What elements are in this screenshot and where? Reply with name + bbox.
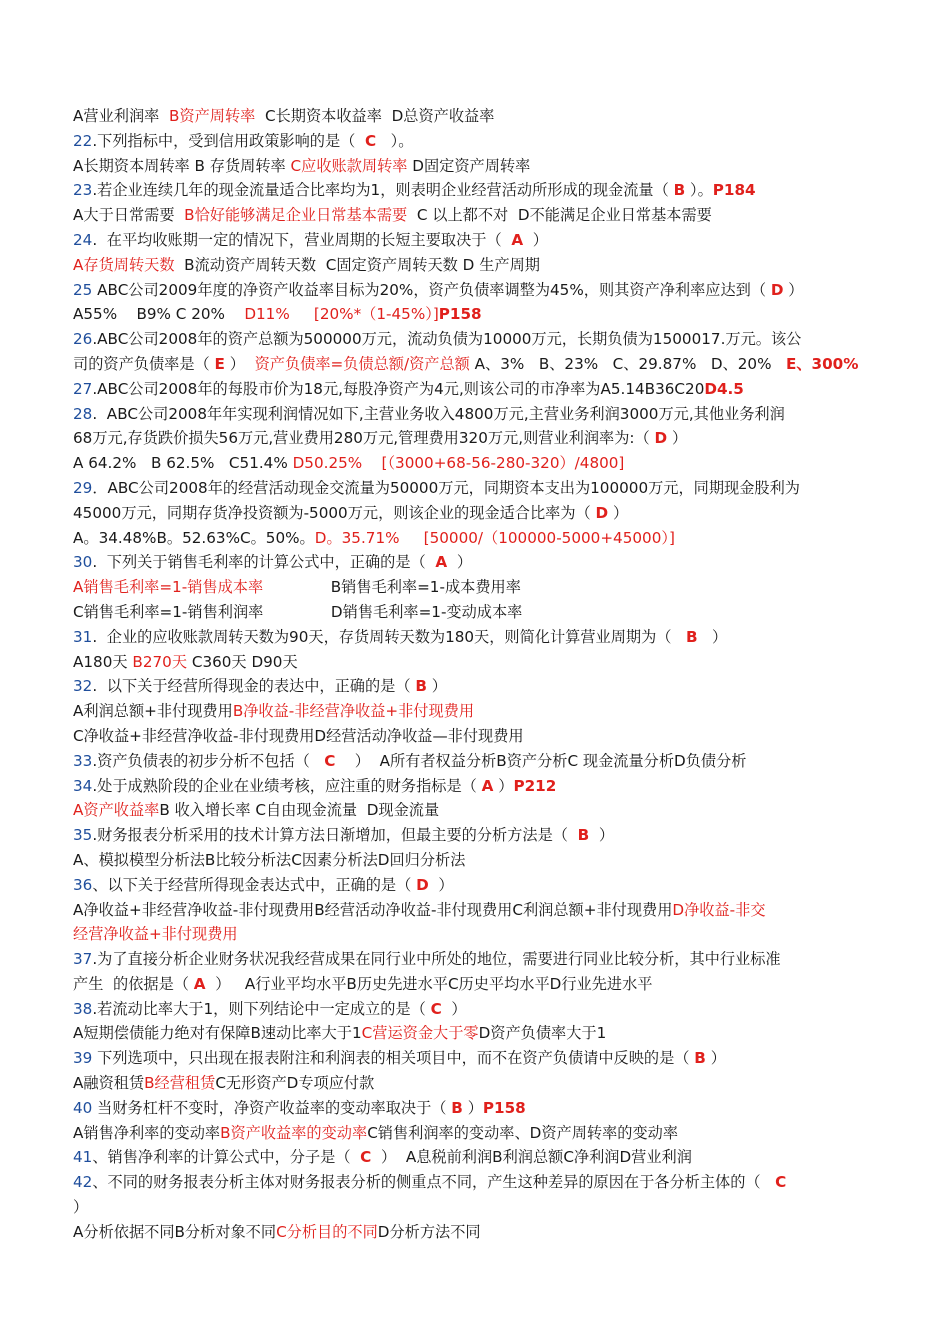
body-text: 68万元,存货跌价损失56万元,营业费用280万元,管理费用320万元,则营业利润率为:（ [73,429,655,448]
answer-text: B [451,1098,463,1117]
document-body [73,104,863,1245]
body-text: .下列指标中，受到信用政策影响的是（ [92,131,365,150]
answer-text: E [214,354,225,373]
body-text: A利润总额+非付现费用 [73,702,233,721]
text-line [73,600,863,625]
text-line [73,377,863,402]
text-line [73,1121,863,1146]
body-text: B流动资产周转天数 C固定资产周转天数 D 生产周期 [174,255,540,274]
answer-text: A [481,776,494,795]
body-text: A180天 [73,652,133,671]
text-line [73,1145,863,1170]
text-line [73,1170,863,1195]
body-text: 下列选项中，只出现在报表附注和利润表的相关项目中，而不在资产负债请中反映的是（ [92,1049,695,1068]
body-text: C无形资产D专项应付款 [215,1074,375,1093]
text-line [73,178,863,203]
body-text: A分析依据不同B分析对象不同 [73,1222,277,1241]
question-number: 29 [73,478,93,497]
text-line [73,972,863,997]
body-text: C净收益+非经营净收益-非付现费用D经营活动净收益—非付现费用 [73,726,524,745]
question-number: 41 [73,1148,93,1167]
text-line [73,526,863,551]
text-line [73,426,863,451]
body-text: ） [783,280,804,299]
answer-text: P212 [513,776,557,795]
text-line [73,997,863,1022]
answer-text: C [365,131,377,150]
body-text: C 以上都不对 D不能满足企业日常基本需要 [407,206,712,225]
answer-text: B [577,826,590,845]
question-number: 34 [73,776,93,795]
text-line [73,476,863,501]
answer-text: B [685,627,698,646]
body-text: A、模拟模型分析法B比较分析法C因素分析法D回归分析法 [73,850,466,869]
answer-text: B资产收益率的变动率 [220,1123,368,1142]
question-number: 37 [73,950,93,969]
text-line [73,402,863,427]
body-text: C360天 D90天 [187,652,298,671]
answer-text: E、300% [785,354,859,373]
body-text: A、3% B、23% C、29.87% D、20% [469,354,786,373]
body-text: 、不同的财务报表分析主体对财务报表分析的侧重点不同，产生这种差异的原因在于各分析主体的（ [92,1173,776,1192]
text-line [73,848,863,873]
body-text: ．ABC公司2008年的经营活动现金交流量为50000万元，同期资本支出为100000万元，同期现金股利为 [92,478,800,497]
answer-text: D [654,429,668,448]
text-line [73,104,863,129]
question-number: 23 [73,181,93,200]
body-text: ） [441,999,467,1018]
body-text: ） [73,1198,89,1217]
text-line [73,873,863,898]
text-line [73,278,863,303]
text-line [73,724,863,749]
answer-text: A资产收益率 [73,801,160,820]
answer-text: A销售毛利率=1-销售成本率 [73,578,264,597]
body-text: 产生 的依据是（ [73,974,194,993]
answer-text: A [193,974,206,993]
body-text: B销售毛利率=1-成本费用率 [263,578,521,597]
question-number: 27 [73,379,93,398]
body-text: ） [462,1098,483,1117]
question-number: 35 [73,826,93,845]
answer-text: D [770,280,784,299]
body-text: B 收入增长率 C自由现金流量 D现金流量 [159,801,440,820]
body-text: .ABC公司2008年的资产总额为500000万元，流动负债为10000万元，长期负债为1500017.万元。该公 [92,330,802,349]
body-text: ABC公司2009年度的净资产收益率目标为20%，资产负债率调整为45%，则其资产净利率应达到（ [92,280,771,299]
body-text: .资产负债表的初步分析不包括（ [92,751,325,770]
text-line [73,302,863,327]
answer-text: P158 [438,305,482,324]
answer-text: 资产负债率=负债总额/资产总额 [254,354,470,373]
text-line [73,501,863,526]
body-text: C长期资本收益率 D总资产收益率 [255,107,495,125]
answer-text: D11% [20%*（1-45%）] [244,305,439,324]
text-line [73,1220,863,1245]
answer-text: D [416,875,429,894]
body-text: .财务报表分析采用的技术计算方法日渐增加，但最主要的分析方法是（ [92,826,578,845]
question-number: 36 [73,875,93,894]
body-text: 45000万元，同期存货净投资额为-5000万元，则该企业的现金适合比率为（ [73,503,596,522]
body-text: A净收益+非经营净收益-非付现费用B经营活动净收益-非付现费用C利润总额+非付现费用 [73,900,673,919]
body-text: ） A息税前利润B利润总额C净利润D营业利润 [371,1148,692,1167]
text-line [73,575,863,600]
body-text: 、销售净利率的计算公式中，分子是（ [92,1148,361,1167]
text-line [73,228,863,253]
answer-text: C应收账款周转率 [290,156,408,175]
body-text: . 下列关于销售毛利率的计算公式中，正确的是（ [92,553,436,572]
answer-text: A [435,553,448,572]
answer-text: P158 [482,1098,526,1117]
body-text: .ABC公司2008年的每股市价为18元,每股净资产为4元,则该公司的市净率为A5.14B36C20 [92,379,705,398]
body-text: ） A所有者权益分析B资产分析C 现金流量分析D负债分析 [335,751,747,770]
body-text: ） [493,776,514,795]
body-text: C销售毛利率=1-销售利润率 D销售毛利率=1-变动成本率 [73,602,523,621]
question-number: 39 [73,1049,93,1068]
body-text: .处于成熟阶段的企业在业绩考核，应注重的财务指标是（ [92,776,482,795]
question-number: 24 [73,230,93,249]
body-text: ） [428,875,454,894]
body-text: ） [697,627,728,646]
body-text: .为了直接分析企业财务状况我经营成果在同行业中所处的地位，需要进行同业比较分析，其中行业标准 [92,950,781,969]
body-text: ） [523,230,548,249]
answer-text: D。35.71% [50000/（100000-5000+45000）] [314,528,675,547]
answer-text: D [595,503,609,522]
body-text: A营业利润率 [73,107,169,125]
question-number: 32 [73,677,93,696]
body-text: . ABC公司2008年年实现利润情况如下,主营业务收入4800万元,主营业务利润3000万元,其他业务利润 [92,404,785,423]
body-text: ） [589,826,615,845]
text-line [73,203,863,228]
body-text: A长期资本周转率 B 存货周转率 [73,156,291,175]
answer-text: D净收益-非交 [672,900,766,919]
text-line [73,1195,863,1220]
text-line [73,253,863,278]
body-text: ） [426,677,447,696]
question-number: 40 [73,1098,93,1117]
body-text: A 64.2% B 62.5% C51.4% [73,454,293,473]
body-text: 当财务杠杆不变时，净资产收益率的变动率取决于（ [92,1098,452,1117]
question-number: 31 [73,627,93,646]
body-text: . 在平均收账期一定的情况下，营业周期的长短主要取决于（ [92,230,512,249]
body-text: .若流动比率大于1，则下列结论中一定成立的是（ [92,999,431,1018]
text-line [73,327,863,352]
body-text: D资产负债率大于1 [478,1024,607,1043]
answer-text: B [673,181,686,200]
question-number: 28 [73,404,93,423]
answer-text: B [415,677,427,696]
body-text: 、以下关于经营所得现金表达式中，正确的是（ [92,875,417,894]
body-text: A。34.48%B。52.63%C。50%。 [73,528,315,547]
body-text: ） A行业平均水平B历史先进水平C历史平均水平D行业先进水平 [205,974,653,993]
answer-text: A [511,230,524,249]
text-line [73,625,863,650]
question-number: 26 [73,330,93,349]
body-text: ）。 [685,181,713,200]
text-line [73,1046,863,1071]
answer-text: B经营租赁 [144,1074,216,1093]
text-line [73,674,863,699]
text-line [73,650,863,675]
text-line [73,1071,863,1096]
answer-text: B净收益-非经营净收益+非付现费用 [232,702,475,721]
answer-text: C营运资金大于零 [361,1024,479,1043]
answer-text: D50.25% [（3000+68-56-280-320）/4800] [292,454,625,473]
answer-text: C [430,999,442,1018]
text-line [73,798,863,823]
body-text: A融资租赁 [73,1074,145,1093]
answer-text: C [360,1148,372,1167]
body-text: . 以下关于经营所得现金的表达中，正确的是（ [92,677,416,696]
body-text: ） [705,1049,726,1068]
answer-text: B [694,1049,706,1068]
answer-text: 经营净收益+非付现费用 [73,925,238,944]
answer-text: A存货周转天数 [73,255,175,274]
body-text: . 企业的应收账款周转天数为90天，存货周转天数为180天，则简化计算营业周期为（ [92,627,686,646]
body-text: A大于日常需要 [73,206,185,225]
answer-text: C [324,751,336,770]
question-number: 42 [73,1173,93,1192]
body-text: ） [608,503,629,522]
answer-text: C分析目的不同 [276,1222,378,1241]
answer-text: C [775,1173,787,1192]
question-number: 33 [73,751,93,770]
text-line [73,1096,863,1121]
body-text: A销售净利率的变动率 [73,1123,221,1142]
text-line [73,451,863,476]
body-text: ） [224,354,255,373]
question-number: 22 [73,131,93,150]
body-text: A短期偿债能力绝对有保障B速动比率大于1 [73,1024,362,1043]
text-line [73,749,863,774]
body-text: C销售利润率的变动率、D资产周转率的变动率 [367,1123,679,1142]
question-number: 38 [73,999,93,1018]
text-line [73,550,863,575]
answer-text: P184 [712,181,756,200]
text-line [73,774,863,799]
body-text: D分析方法不同 [377,1222,481,1241]
answer-text: D4.5 [704,379,744,398]
answer-text: B270天 [132,652,188,671]
body-text: D固定资产周转率 [407,156,531,175]
body-text: A55% B9% C 20% [73,305,245,324]
answer-text: B恰好能够满足企业日常基本需要 [184,206,408,225]
text-line [73,898,863,923]
text-line [73,922,863,947]
body-text: ） [447,553,473,572]
text-line [73,823,863,848]
body-text: 司的资产负债率是（ [73,354,215,373]
text-line [73,352,863,377]
text-line [73,1021,863,1046]
text-line [73,154,863,179]
text-line [73,947,863,972]
body-text: ）。 [376,131,414,150]
question-number: 30 [73,553,93,572]
text-line [73,699,863,724]
text-line [73,129,863,154]
answer-text: B资产周转率 [168,107,256,125]
body-text: .若企业连续几年的现金流量适合比率均为1，则表明企业经营活动所形成的现金流量（ [92,181,674,200]
question-number: 25 [73,280,93,299]
body-text: ） [667,429,688,448]
